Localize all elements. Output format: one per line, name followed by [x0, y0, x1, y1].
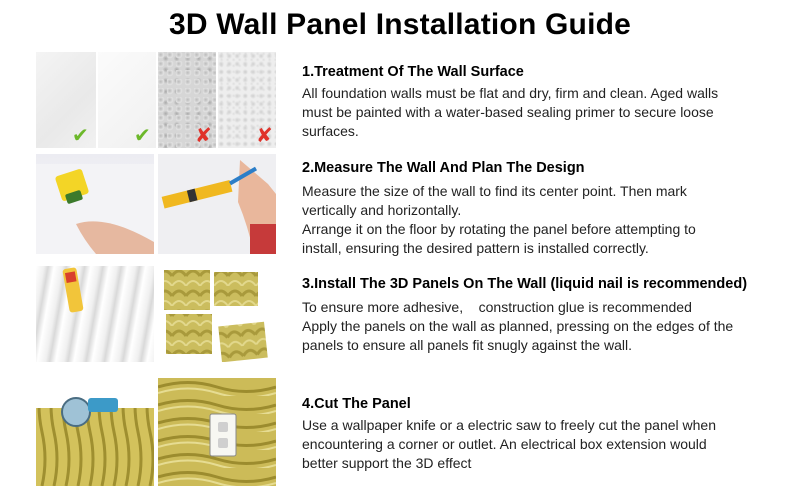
step-2-line: Measure the size of the wall to find its center point. Then mark [302, 183, 687, 199]
outlet-illustration [158, 378, 276, 486]
measure-sponge-illustration [36, 154, 154, 254]
step-2-line: Arrange it on the floor by rotating the panel before attempting to [302, 221, 696, 237]
checkmark-icon: ✔ [72, 125, 89, 147]
step-4-line: better support the 3D effect [302, 455, 472, 471]
measure-level-illustration [158, 154, 276, 254]
step-1-heading: 1.Treatment Of The Wall Surface [302, 64, 524, 80]
install-gold-panels-photo [158, 266, 276, 362]
step-3-description [302, 298, 772, 355]
page-title: 3D Wall Panel Installation Guide [168, 8, 632, 41]
step-2-heading: 2.Measure The Wall And Plan The Design [302, 160, 585, 176]
step-1-line: All foundation walls must be flat and dry, firm and clean. Aged walls [302, 85, 719, 101]
step-2-line: install, ensuring the desired pattern is installed correctly. [302, 240, 649, 256]
step-1-description [302, 84, 772, 141]
step-2-description [302, 182, 772, 258]
cross-icon: ✘ [195, 125, 212, 147]
cross-icon: ✘ [256, 125, 273, 147]
step-2-line: vertically and horizontally. [302, 202, 462, 218]
cut-outlet-photo [158, 378, 276, 486]
measure-level-photo [158, 154, 276, 254]
step-3-line: To ensure more adhesive, construction glue is recommended [302, 299, 692, 315]
step-4-line: Use a wallpaper knife or a electric saw to freely cut the panel when [302, 417, 716, 433]
step-4-line: encountering a corner or outlet. An electrical box extension would [302, 436, 707, 452]
step-4-description [302, 416, 772, 473]
glue-tube-illustration [36, 266, 154, 362]
step-3-line: Apply the panels on the wall as planned, pressing on the edges of the [302, 318, 734, 334]
step-3-heading: 3.Install The 3D Panels On The Wall (liquid nail is recommended) [302, 276, 748, 292]
checkmark-icon: ✔ [134, 125, 151, 147]
gold-panels-illustration [158, 266, 276, 362]
step-3-line: panels to ensure all panels fit snugly against the wall. [302, 337, 632, 353]
cut-saw-photo [36, 378, 154, 486]
saw-cutting-illustration [36, 378, 154, 486]
step-1-line: surfaces. [302, 123, 359, 139]
step-1-line: must be painted with a water-based sealing primer to secure loose [302, 104, 714, 120]
measure-sponge-photo [36, 154, 154, 254]
step-4-heading: 4.Cut The Panel [302, 396, 411, 412]
install-glue-photo [36, 266, 154, 362]
